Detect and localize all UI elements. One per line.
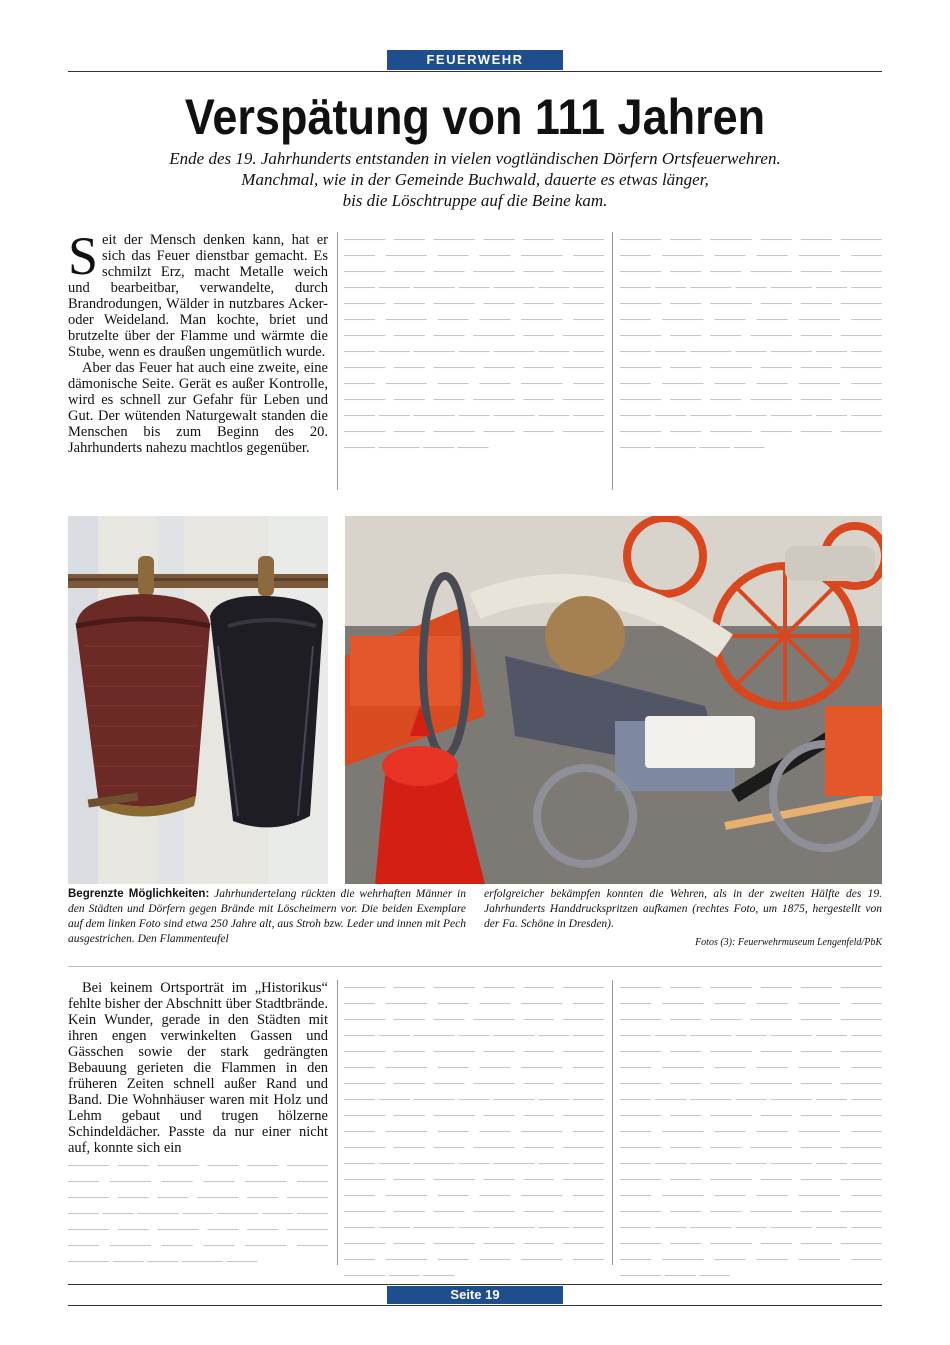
faded-column-3: ──── ─── ──── ─── ─── ──── ─── ──── ─── ─── ──── ─── ──── ─── ─── ──── ─── ──── ─── ─── ──── ─── ──── ─── ─── ──── ─── ──── ─── ─── ──── ─── ──── ─── ─── ──── ─── ──── ─── ─── ──── ─── ──── ─── ─── ──── ─── ──── ─── ─── ──── ─── ──── ─── ─── ──── ─── ──── ─── ─── ──── ─── ──── ─── ─── ──── ─── ──── ─── ─── ──── ─── ──── ─── ─── ──── ─── ──── ─── ─── ──── ─── ──── ─── ─── bbox=[620, 232, 882, 456]
section-label bbox=[387, 50, 563, 70]
faded-lower-column-3: ──── ─── ──── ─── ─── ──── ─── ──── ─── ─── ──── ─── ──── ─── ─── ──── ─── ──── ─── ─── ──── ─── ──── ─── ─── ──── ─── ──── ─── ─── ──── ─── ──── ─── ─── ──── ─── ──── ─── ─── ──── ─── ──── ─── ─── ──── ─── ──── ─── ─── ──── ─── ──── ─── ─── ──── ─── ──── ─── ─── ──── ─── ──── ─── ─── ──── ─── ──── ─── ─── ──── ─── ──── ─── ─── ──── ─── ──── ─── ─── ──── ─── ──── ─── ─── ──── ─── ──── ─── ─── ──── ─── ──── ─── ─── ──── ─── ──── ─── ─── ──── ─── ──── ─── ─── ──── ─── ──── ─── ─── ──── ─── ──── ─── ─── bbox=[620, 980, 882, 1284]
photo-hand-pumper bbox=[345, 516, 882, 884]
page-number: Seite 19 bbox=[387, 1286, 563, 1304]
lower-column-1 bbox=[68, 980, 328, 1156]
photo-caption-right bbox=[484, 887, 882, 932]
lower-paragraph-1: Bei keinem Ortsporträt im „Historikus“ fehlte bisher der Abschnitt über Stadtbrände. Kein Wunder, gerade in den Städten mit ihren engen verwinkelten Gassen und Gässchen sowie der stark gedrängten Bebauung gerieten die Flammen in den früheren Zeiten schnell außer Rand und Band. Die Wohnhäuser waren mit Holz und Lehm gebaut und trugen hölzerne Schindeldächer. Passte da nur einer nicht auf, konnte sich ein bbox=[68, 980, 328, 1156]
headline: Verspätung von 111 Jahren bbox=[184, 89, 766, 145]
caption-lead: Begrenzte Möglichkeiten: bbox=[68, 888, 210, 900]
column-divider bbox=[612, 232, 613, 490]
footer-rule bbox=[68, 1284, 882, 1285]
photo-fire-buckets bbox=[68, 516, 328, 884]
caption-left-text: Jahrhundertelang rückten die wehrhaften Männer in den Städten und Dörfern gegen Brände mit Löscheimern vor. Die beiden Exemplare auf dem linken Foto sind etwa 250 Jahre alt, aus Stroh bzw. Leder und innen mit Pech ausgestrichen. Den Flammenteufel bbox=[68, 888, 467, 945]
intro-p1-text: eit der Mensch denken kann, hat er sich das Feuer dienstbar gemacht. Es schmilzt Erz, macht Metalle weich und bearbeitbar, verwandelte, durch Brandrodungen, Wälder in nutzbares Acker- oder Weideland. Man kochte, briet und brutzelte über der Flamme und wärmte die Stube, wenn es draußen ungemütlich wurde. bbox=[68, 232, 328, 360]
faded-column-2: ──── ─── ──── ─── ─── ──── ─── ──── ─── ─── ──── ─── ──── ─── ─── ──── ─── ──── ─── ─── ──── ─── ──── ─── ─── ──── ─── ──── ─── ─── ──── ─── ──── ─── ─── ──── ─── ──── ─── ─── ──── ─── ──── ─── ─── ──── ─── ──── ─── ─── ──── ─── ──── ─── ─── ──── ─── ──── ─── ─── ──── ─── ──── ─── ─── ──── ─── ──── ─── ─── ──── ─── ──── ─── ─── ──── ─── ──── ─── ─── ──── ─── ──── ─── ─── bbox=[344, 232, 604, 456]
dropcap: S bbox=[68, 226, 99, 286]
intro-column bbox=[68, 226, 328, 456]
column-divider bbox=[337, 232, 338, 490]
subhead-line-1: Ende des 19. Jahrhunderts entstanden in vielen vogtländischen Dörfern Ortsfeuerwehren. bbox=[169, 149, 781, 168]
subheadline bbox=[68, 148, 882, 211]
column-divider bbox=[612, 980, 613, 1265]
subhead-line-2: Manchmal, wie in der Gemeinde Buchwald, dauerte es etwas länger, bbox=[241, 170, 709, 189]
header-rule bbox=[68, 71, 882, 72]
column-divider bbox=[337, 980, 338, 1265]
caption-rule bbox=[68, 966, 882, 967]
intro-paragraph-1 bbox=[68, 226, 328, 360]
photo-credit: Fotos (3): Feuerwehrmuseum Lengenfeld/PbK bbox=[695, 937, 882, 948]
intro-paragraph-2: Aber das Feuer hat auch eine zweite, eine dämonische Seite. Gerät es außer Kontrolle, wird es schnell zur Gefahr für Leben und Gut. Der wütenden Naturgewalt standen die Menschen bis zum Beginn des 20. Jahrhunderts nahezu machtlos gegenüber. bbox=[68, 360, 328, 456]
photo-caption-left bbox=[68, 887, 466, 947]
section-label-text: FEUERWEHR bbox=[426, 52, 524, 67]
faded-lower-column-1-tail: ──── ─── ──── ─── ─── ──── ─── ──── ─── ─── ──── ─── ──── ─── ─── ──── ─── ──── ─── ─── ──── ─── ──── ─── ─── ──── ─── ──── ─── ─── ──── ─── ──── ─── ─── ──── ─── ──── ─── ─── ──── ─── bbox=[68, 1158, 328, 1270]
subhead-line-3: bis die Löschtruppe auf die Beine kam. bbox=[342, 191, 608, 210]
caption-right-text: erfolgreicher bekämpfen konnten die Wehren, als in der zweiten Hälfte des 19. Jahrhunderts Handdruckspritzen aufkamen (rechtes Foto, um 1875, hergestellt von der Fa. Schöne in Dresden). bbox=[484, 888, 882, 930]
footer-rule-bottom bbox=[68, 1305, 882, 1306]
faded-lower-column-2: ──── ─── ──── ─── ─── ──── ─── ──── ─── ─── ──── ─── ──── ─── ─── ──── ─── ──── ─── ─── ──── ─── ──── ─── ─── ──── ─── ──── ─── ─── ──── ─── ──── ─── ─── ──── ─── ──── ─── ─── ──── ─── ──── ─── ─── ──── ─── ──── ─── ─── ──── ─── ──── ─── ─── ──── ─── ──── ─── ─── ──── ─── ──── ─── ─── ──── ─── ──── ─── ─── ──── ─── ──── ─── ─── ──── ─── ──── ─── ─── ──── ─── ──── ─── ─── ──── ─── ──── ─── ─── ──── ─── ──── ─── ─── ──── ─── ──── ─── ─── ──── ─── ──── ─── ─── ──── ─── ──── ─── ─── ──── ─── ──── ─── ─── bbox=[344, 980, 604, 1284]
